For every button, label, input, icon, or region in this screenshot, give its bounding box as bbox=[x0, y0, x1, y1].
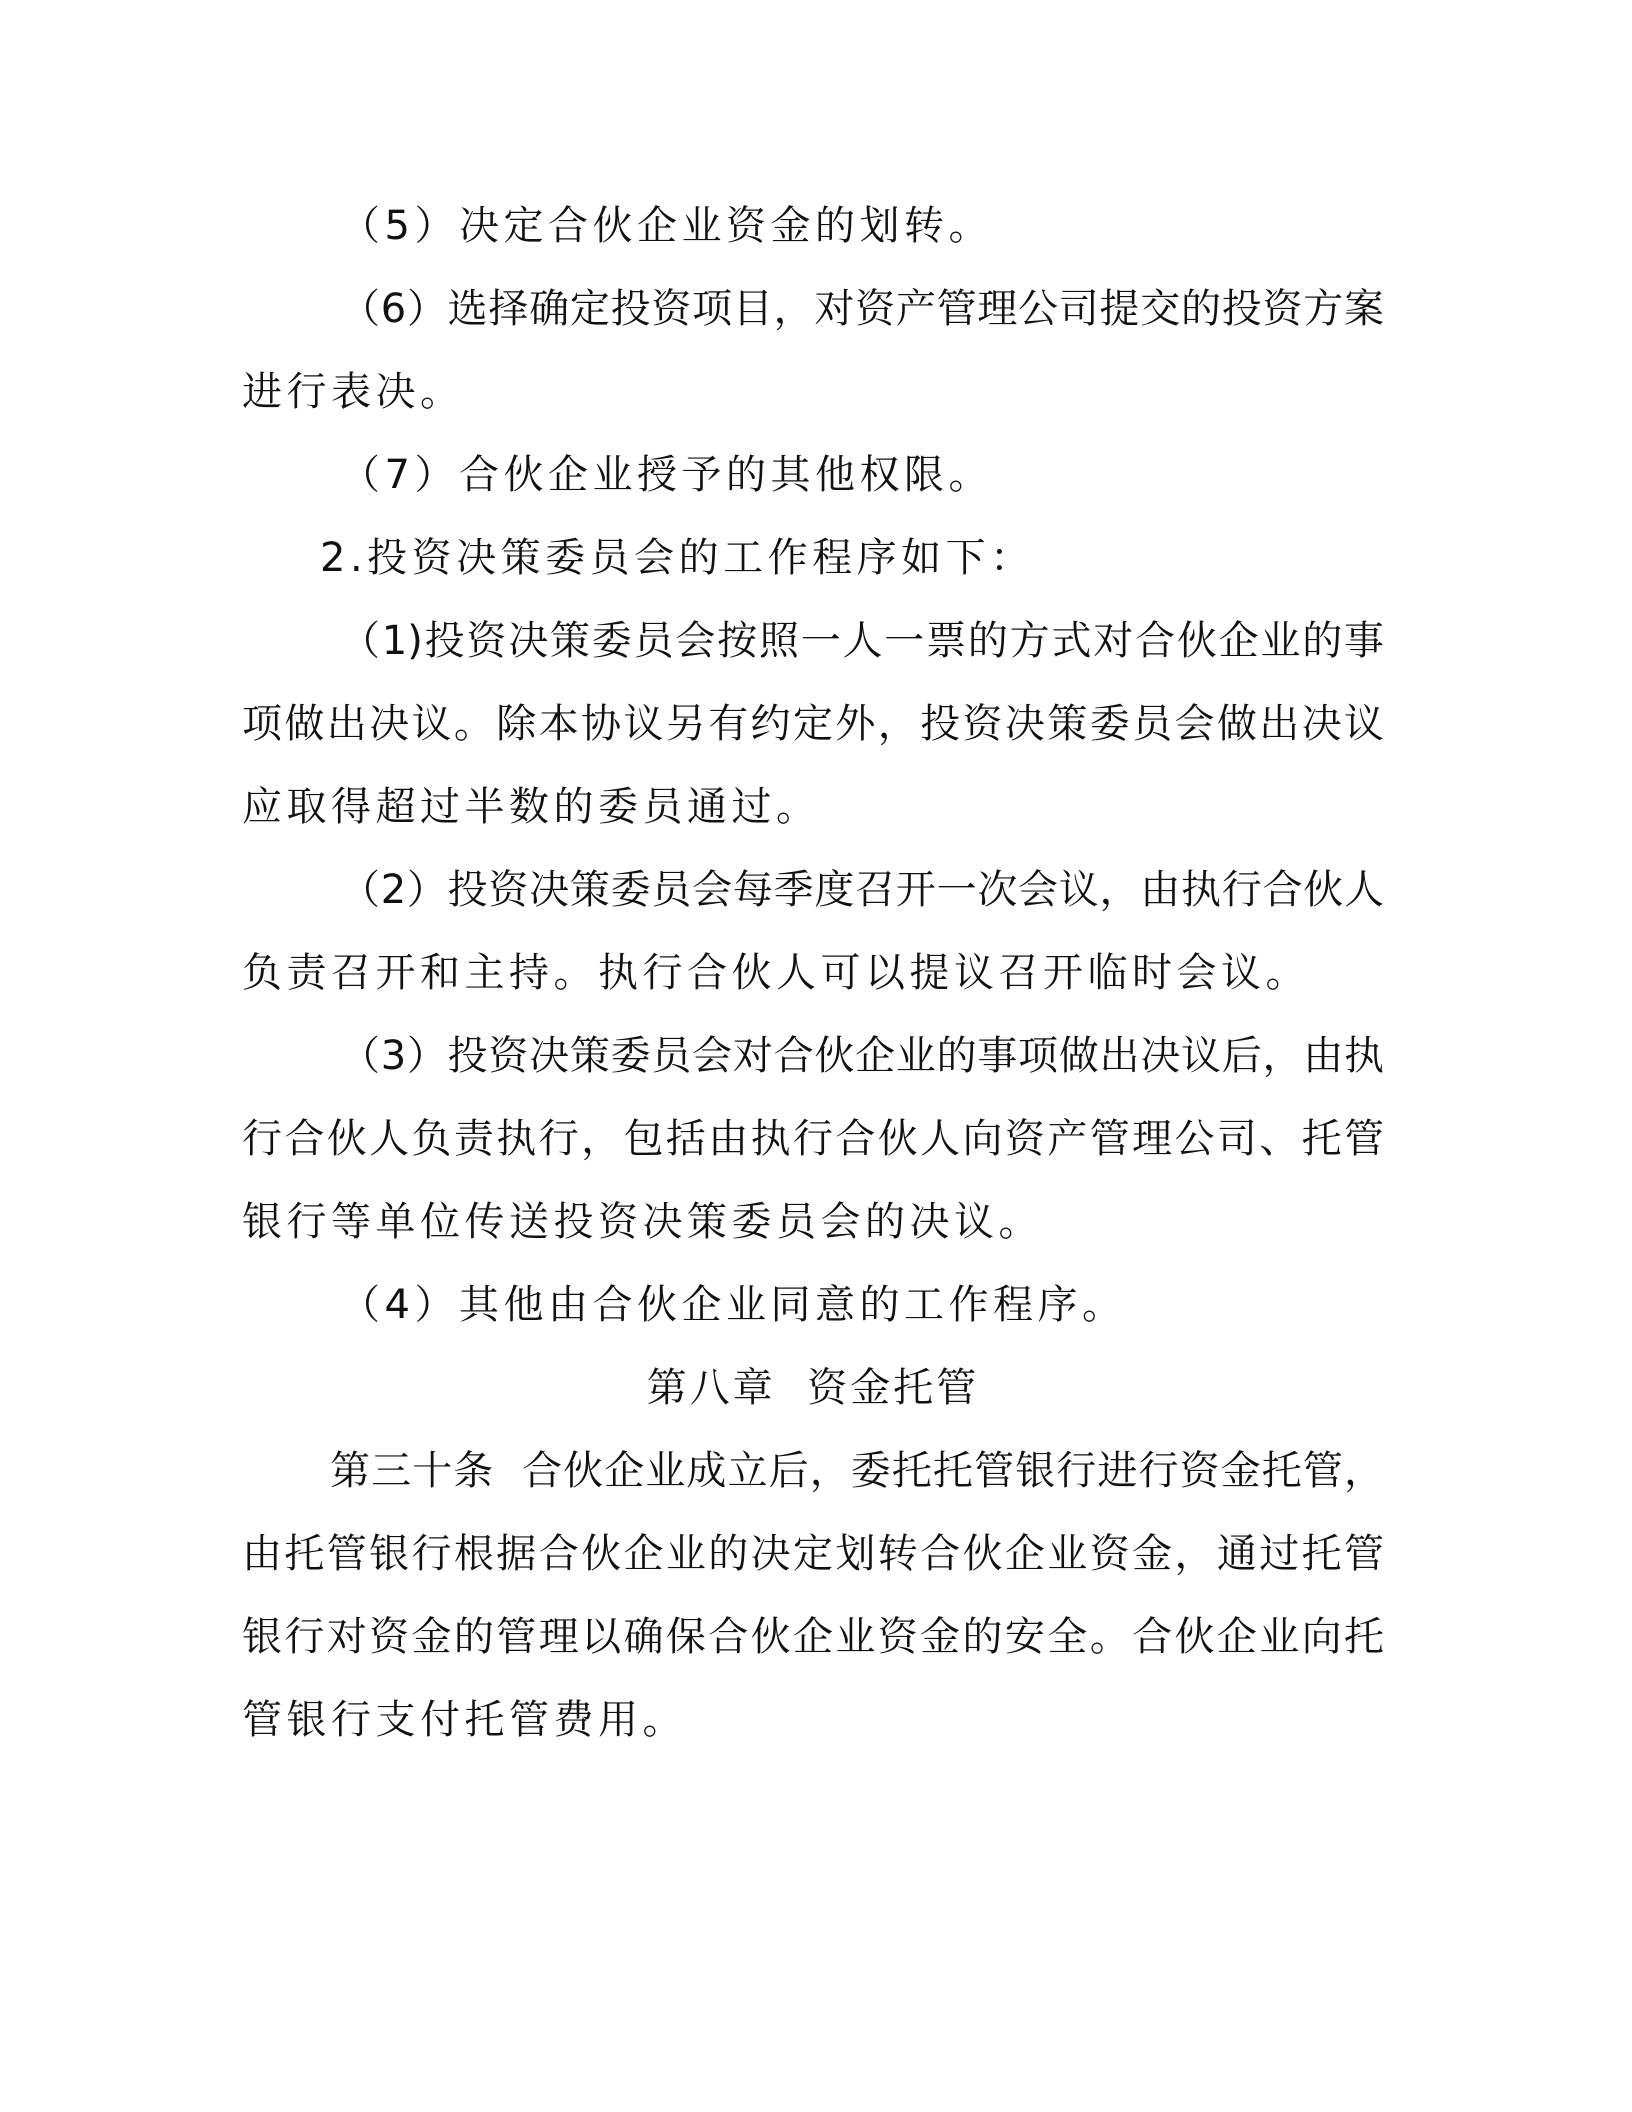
article-30-line-3: 银行对资金的管理以确保合伙企业资金的安全。合伙企业向托 bbox=[242, 1614, 1384, 1660]
item-5-line: （5）决定合伙企业资金的划转。 bbox=[340, 203, 993, 249]
item-6-line-2: 进行表决。 bbox=[242, 369, 465, 415]
procedure-1-line-3: 应取得超过半数的委员通过。 bbox=[242, 784, 821, 830]
chapter-8-title: 第八章 资金托管 bbox=[646, 1365, 980, 1411]
section-2-heading: 2.投资决策委员会的工作程序如下： bbox=[320, 535, 1035, 581]
item-6-line-1: （6）选择确定投资项目，对资产管理公司提交的投资方案 bbox=[340, 286, 1384, 332]
item-7-line: （7）合伙企业授予的其他权限。 bbox=[340, 452, 993, 498]
procedure-1-line-2: 项做出决议。除本协议另有约定外，投资决策委员会做出决议 bbox=[242, 701, 1384, 747]
article-30-line-1: 第三十条 合伙企业成立后，委托托管银行进行资金托管， bbox=[330, 1448, 1384, 1494]
procedure-3-line-2: 行合伙人负责执行，包括由执行合伙人向资产管理公司、托管 bbox=[242, 1116, 1384, 1162]
procedure-2-line-2: 负责召开和主持。执行合伙人可以提议召开临时会议。 bbox=[242, 950, 1310, 996]
procedure-1-line-1: （1)投资决策委员会按照一人一票的方式对合伙企业的事 bbox=[340, 618, 1384, 664]
article-30-line-4: 管银行支付托管费用。 bbox=[242, 1697, 687, 1743]
procedure-2-line-1: （2）投资决策委员会每季度召开一次会议，由执行合伙人 bbox=[340, 867, 1384, 913]
article-30-line-2: 由托管银行根据合伙企业的决定划转合伙企业资金，通过托管 bbox=[242, 1531, 1384, 1577]
procedure-4-line: （4）其他由合伙企业同意的工作程序。 bbox=[340, 1282, 1127, 1328]
procedure-3-line-1: （3）投资决策委员会对合伙企业的事项做出决议后，由执 bbox=[340, 1033, 1384, 1079]
procedure-3-line-3: 银行等单位传送投资决策委员会的决议。 bbox=[242, 1199, 1043, 1245]
